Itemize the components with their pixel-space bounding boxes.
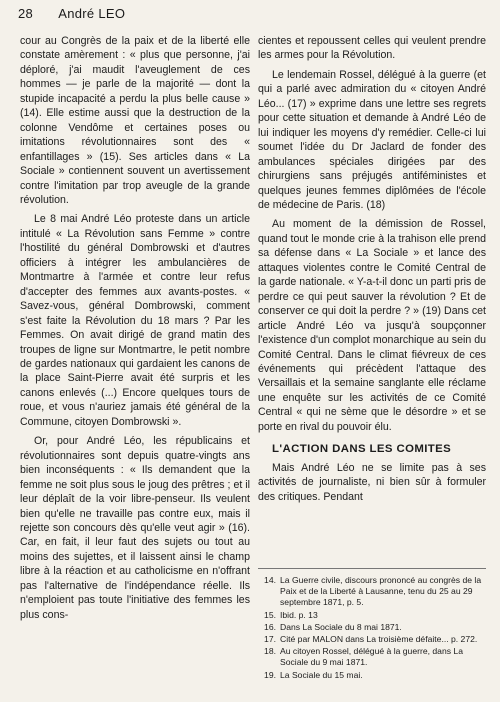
footnote: [258, 610, 486, 621]
footnote-number: 16.: [264, 621, 276, 632]
footnote-text: La Guerre civile, discours prononcé au congrès de la Paix et de la Liberté à Lausanne, tenu du 25 au 29 septembre 1871, p. 5.: [280, 575, 482, 608]
footnote: [258, 622, 486, 633]
footnote-number: 18.: [264, 646, 276, 657]
footnote-number: 19.: [264, 669, 276, 680]
section-heading: L'ACTION DANS LES COMITES: [272, 443, 452, 456]
footnote: [258, 670, 486, 681]
left-column: [20, 34, 250, 622]
running-title: André LEO: [58, 6, 126, 21]
footnote-text: Dans La Sociale du 8 mai 1871.: [280, 621, 402, 632]
right-column: [258, 34, 486, 504]
footnote-number: 17.: [264, 634, 276, 645]
paragraph: Le 8 mai André Léo proteste dans un article intitulé « La Révolution sans Femme » contre l'hostilité du général Dombrowski et d'autres officiers à intégrer les ambulancières de Montmartre à l'armée et contre leur refus d'accepter des femmes aux avants-postes. « Savez-vous, général Dombrowski, comment s'est faite la Révolution du 18 mars ? Par les Femmes. On avait dirigé de grand matin des troupes de ligne sur Montmartre, le petit nombre de gardes nationaux qui gardaient les canons de la place Saint-Pierre avait été surpris et les canons enlevés (...) Encore quelques tours de roue, et vous n'auriez jamais été général de la Commune, citoyen Dombrowski ».: [20, 213, 250, 428]
paragraph: Mais André Léo ne se limite pas à ses activités de journaliste, ni bien sûr à formuler des critiques. Pendant: [258, 461, 486, 503]
paragraph: cour au Congrès de la paix et de la liberté elle constate amèrement : « plus que personne, j'ai déploré, j'ai maudit l'aveuglement de ces hommes — je parle de la majorité — dont la stupide incapacité a perdu la plus belle cause » (14). Elle estime aussi que la destruction de la colonne Vendôme et certaines poses ou imitations révolutionnaires sont des « enfantillages » (15). Ses articles dans « La Sociale » contiennent souvent un avertissement contre l'imitation par trop aveugle de la grande révolution.: [20, 35, 250, 206]
footnotes: [258, 568, 486, 682]
paragraph: Or, pour André Léo, les républicains et révolutionnaires sont depuis quatre-vingts ans bien inconséquents : « Ils demandent que la femme ne soit plus sous le joug des prêtres ; et il leur déplaît de la voir libre-penseur. Ils veulent bien qu'elle ne travaille pas contre eux, mais il rejette son concours dès qu'elle veut agir » (16). Car, en fait, il leur faut des sujets ou tout au moins des sujettes, et il laissent ainsi le champ libre à la réaction et au catholicisme en n'offrant pas l'alternative de l'indépendance réelle. Ils n'emploient pas toute l'initiative des femmes les plus cons-: [20, 435, 250, 621]
page-number: 28: [18, 6, 34, 21]
footnote: [258, 646, 486, 668]
footnote-text: Au citoyen Rossel, délégué à la guerre, dans La Sociale du 9 mai 1871.: [280, 646, 463, 668]
footnote-number: 15.: [264, 609, 276, 620]
paragraph: cientes et repoussent celles qui veulent prendre les armes pour la Révolution.: [258, 35, 486, 62]
footnote-text: Ibid. p. 13: [280, 609, 318, 620]
footnote: [258, 575, 486, 609]
footnote-text: Cité par MALON dans La troisième défaite... p. 272.: [280, 634, 478, 645]
footnote-number: 14.: [264, 575, 276, 585]
running-header: [18, 6, 125, 21]
paragraph: Au moment de la démission de Rossel, quand tout le monde crie à la trahison elle prend sa défense dans « La Sociale » et lance des attaques violentes contre le Comité Central de la garde nationale. « Y-a-t-il donc un parti pris de perdre ce qui peut sauver la révolution ? Et de conserver ce qui doit la perdre ? » (19) Dans cet article André Léo va jusqu'à soupçonner l'existence d'un complot monarchique au sein du Comité Central. Dans le climat fiévreux de ces événements qui précèdent l'attaque des Versaillais et la semaine sanglante elle réclame une enquête sur les activités de ce Comité Central « qui ne sème que le désordre » et se porte en rival du pouvoir élu.: [258, 218, 486, 433]
paragraph: Le lendemain Rossel, délégué à la guerre (et qui a parlé avec admiration du « citoyen André Léo... (17) » exprime dans une lettre ses regrets pour cette situation et demande à André Léo de lui indiquer les moyens d'y remédier. Celle-ci lui soumet l'idée du Dr Jaclard de fonder des ambulances spéciales dirigées par des chirurgiens sans préjugés antiféministes et quelques jeunes femmes diplômées de l'école de médecine de Paris. (18): [258, 68, 486, 211]
footnote: [258, 634, 486, 645]
footnote-text: La Sociale du 15 mai.: [280, 669, 363, 680]
